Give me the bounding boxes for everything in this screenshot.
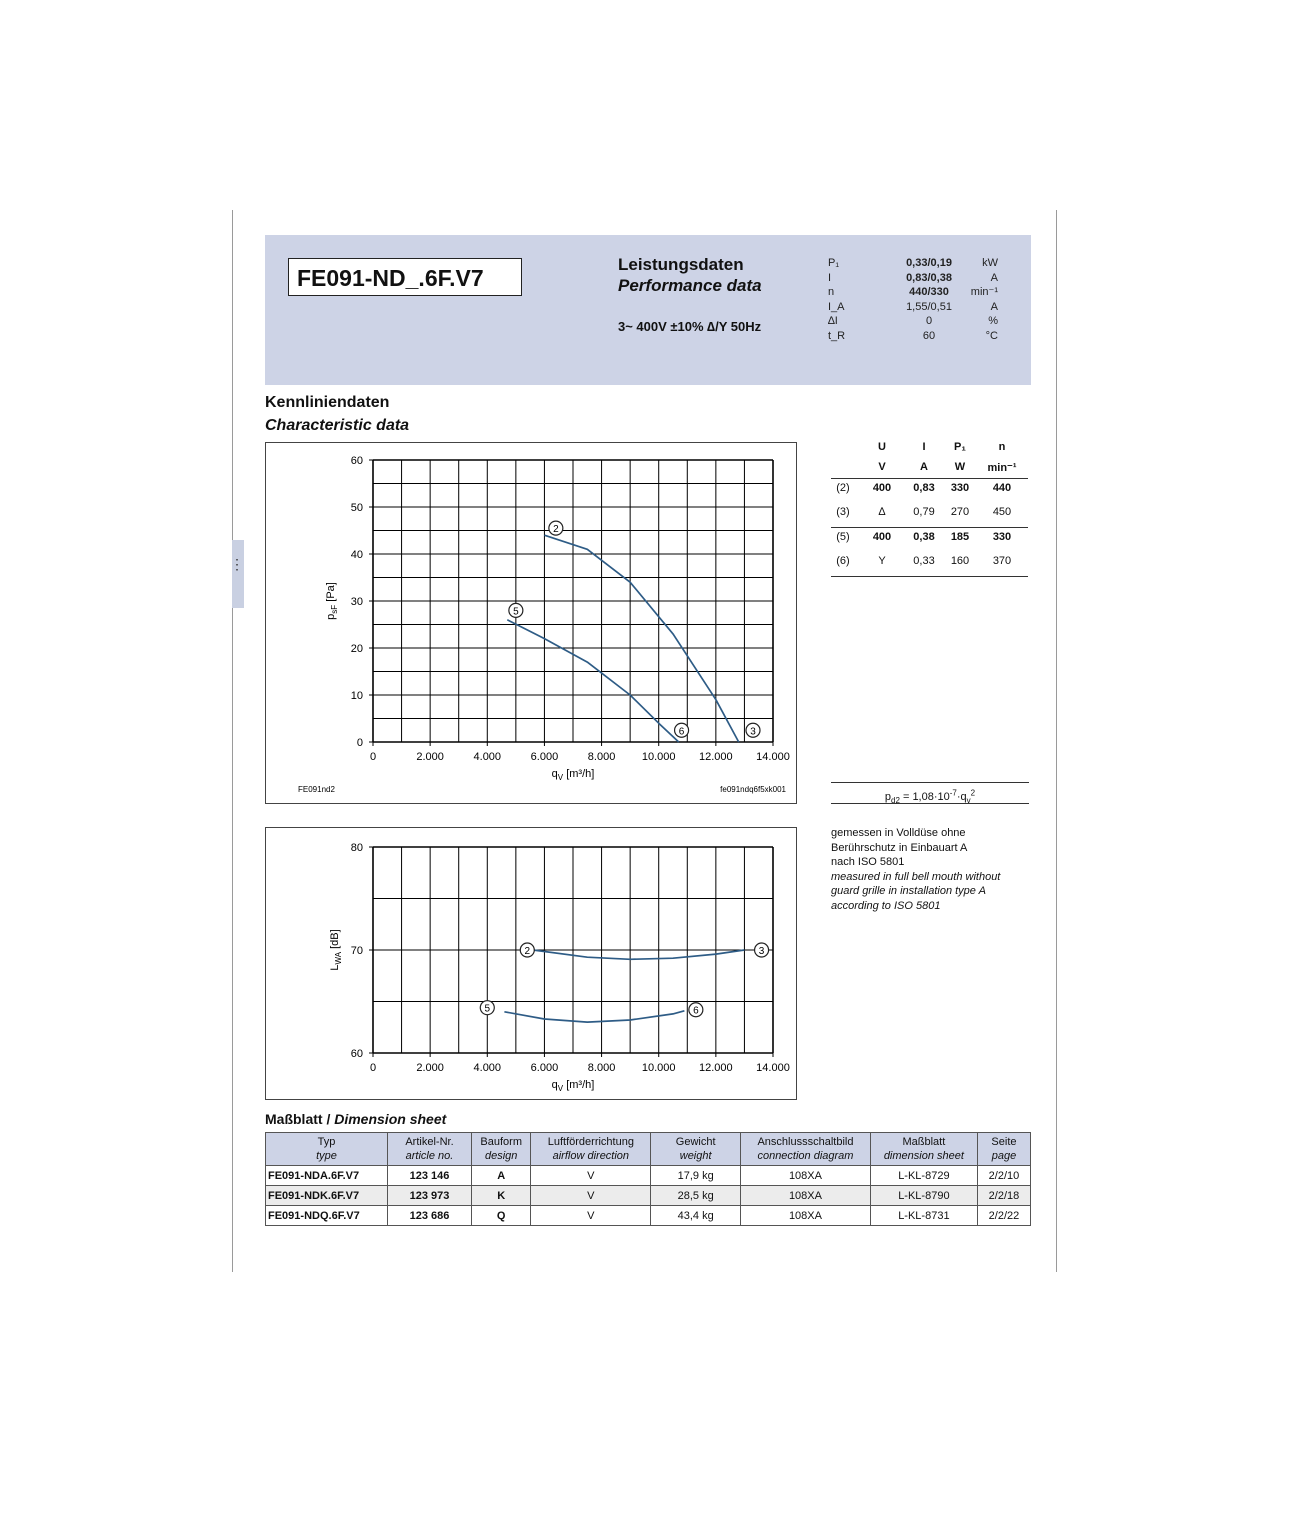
dimension-cell: L-KL-8731 [870,1206,977,1226]
char-table-row-cell: (6) [836,555,850,567]
x-tick-label: 14.000 [756,751,790,763]
char-table-units-cell: V [878,461,886,473]
char-table-row-cell: 270 [950,506,970,518]
x-tick-label: 2.000 [416,1062,444,1074]
dimension-cell: FE091-NDQ.6F.V7 [266,1206,388,1226]
header-en: type [316,1150,337,1162]
note-en-2: guard grille in installation type A [831,885,986,897]
x-tick-label: 6.000 [530,1062,559,1074]
spec-unit: A [990,271,998,284]
sound-chart-frame [265,827,797,1100]
x-axis-label: $q_V$ [m³/h] [551,1079,595,1093]
dimension-cell: 108XA [741,1166,871,1186]
point-marker-label: 3 [758,946,765,957]
x-tick-label: 2.000 [416,751,444,763]
spec-unit: % [988,315,998,327]
spec-list [828,256,1008,343]
x-tick-label: 10.000 [641,751,676,763]
x-tick-label: 4.000 [473,751,502,763]
formula-text: $p_{d2} = 1,08\cdot 10^{-7}\cdot q_v^2$ [884,788,976,805]
char-table-row-cell: 400 [872,482,892,494]
dimension-cell: 2/2/18 [977,1186,1030,1206]
dimension-cell: 2/2/22 [977,1206,1030,1226]
header-en: connection diagram [757,1150,854,1162]
chart-id-right: fe091ndq6f5xk001 [720,785,786,794]
note-en-3: according to ISO 5801 [831,899,941,912]
pressure-chart [266,443,796,803]
dimension-cell: 28,5 kg [651,1186,741,1206]
x-tick-label: 14.000 [756,1062,790,1074]
dimension-header-cell [977,1133,1030,1166]
y-axis-label: $L_{WA}$ [dB] [329,929,343,971]
char-table-header-cell: P₁ [954,441,966,453]
spec-symbol: n [828,286,835,298]
spec-row [828,271,1008,286]
dimension-cell: L-KL-8729 [870,1166,977,1186]
char-table-row-cell: 440 [992,482,1012,494]
char-table-row-cell: 0,79 [913,506,935,518]
dimension-cell: V [531,1206,651,1226]
performance-header [265,235,1031,385]
pressure-chart-frame [265,442,797,804]
x-tick-label: 8.000 [587,751,616,763]
dimension-cell: V [531,1166,651,1186]
point-marker-label: 2 [524,946,531,957]
char-table-row [831,479,1028,503]
char-table-row-cell: 450 [992,506,1012,518]
series-line [544,535,738,742]
dimension-header-cell [471,1133,531,1166]
note-en-1: measured in full bell mouth without [831,870,1001,883]
spec-value: 440/330 [909,286,949,298]
header-de: Seite [991,1136,1017,1148]
char-table-row [831,552,1028,577]
spec-symbol: P₁ [828,257,840,269]
dimension-cell: L-KL-8790 [870,1186,977,1206]
supply-voltage: 3~ 400V ±10% ∆/Y 50Hz [618,319,762,334]
header-en: weight [679,1150,712,1162]
point-marker-label: 6 [693,1005,699,1017]
spec-value: 60 [922,329,936,342]
char-table-row-cell: (5) [836,531,850,543]
y-tick-label: 0 [356,737,363,749]
dimension-title [265,1111,446,1127]
dimension-cell: 43,4 kg [651,1206,741,1226]
side-scroll-tab[interactable] [232,540,244,608]
char-table-row-cell: 370 [992,555,1012,567]
x-tick-label: 12.000 [699,1062,733,1074]
dimension-cell: 108XA [741,1186,871,1206]
spec-symbol: I [828,271,832,284]
series-line [533,950,744,959]
header-de: Artikel-Nr. [405,1136,454,1148]
header-de: Anschlussschaltbild [757,1136,854,1148]
char-table-header-cell: I [922,441,926,453]
char-table-units-cell: W [954,461,966,473]
dimension-cell: FE091-NDK.6F.V7 [266,1186,388,1206]
spec-symbol: I_A [828,300,845,313]
model-title: FE091-ND_.6F.V7 [288,258,522,296]
y-tick-label: 20 [350,643,363,655]
y-tick-label: 60 [350,1048,363,1060]
header-de: Typ [317,1136,336,1148]
measurement-note [831,826,1031,913]
char-table-row-cell: 0,38 [913,531,935,543]
page-left-border [232,210,233,1272]
char-table-row-cell: 0,33 [913,555,935,567]
point-marker-label: 3 [750,726,756,738]
header-de: Bauform [480,1136,522,1148]
dimension-cell: 108XA [741,1206,871,1226]
spec-value: 0,83/0,38 [906,271,952,284]
dimension-cell: K [471,1186,531,1206]
char-table-row [831,503,1028,528]
x-tick-label: 8.000 [587,1062,616,1074]
sound-chart [266,828,796,1099]
dimension-row [266,1166,1031,1186]
performance-title-de: Leistungsdaten [618,255,744,274]
note-de-3: nach ISO 5801 [831,856,905,868]
characteristic-title-en: Characteristic data [265,417,410,434]
char-table-units-cell: A [920,461,928,473]
x-tick-label: 0 [369,751,377,763]
chart-id-left: FE091nd2 [298,785,335,794]
char-table-units-cell: min⁻¹ [987,462,1017,474]
dimension-header-cell [741,1133,871,1166]
dimension-header-cell [870,1133,977,1166]
spec-row [828,314,1008,329]
char-table-row-cell: 330 [950,482,970,494]
spec-unit: min⁻¹ [970,286,998,298]
point-marker-label: 5 [484,1003,491,1015]
y-tick-label: 70 [350,945,363,957]
spec-row [828,329,1008,344]
spec-unit: A [990,300,998,313]
x-axis-label: $q_V$ [m³/h] [551,768,595,782]
drag-handle-icon[interactable]: ⋮ [230,556,244,572]
x-tick-label: 4.000 [473,1062,502,1074]
spec-row [828,285,1008,300]
spec-row [828,256,1008,271]
dimension-cell: 123 146 [388,1166,472,1186]
dimension-cell: 123 686 [388,1206,472,1226]
dimension-title-en: Dimension sheet [334,1111,447,1127]
char-table-row-cell: (3) [836,506,850,518]
point-marker-label: 6 [678,726,685,738]
char-table-row-cell: 400 [872,531,892,543]
char-table-units [831,458,1028,479]
dimension-cell: 2/2/10 [977,1166,1030,1186]
header-de: Maßblatt [902,1136,946,1148]
char-table-row-cell: Y [878,555,886,567]
dimension-cell: A [471,1166,531,1186]
char-table-row-cell: 185 [950,531,970,543]
char-table-row-cell: 330 [992,531,1012,543]
point-marker-label: 2 [553,524,559,536]
header-en: page [991,1150,1017,1162]
dimension-row [266,1186,1031,1206]
spec-value: 0,33/0,19 [906,257,952,269]
header-en: design [485,1150,518,1162]
y-tick-label: 30 [350,596,363,608]
header-en: dimension sheet [883,1150,964,1162]
dimension-cell: Q [471,1206,531,1226]
x-tick-label: 10.000 [641,1062,676,1074]
y-axis-label: $p_{sF}$ [Pa] [325,582,339,620]
dimension-cell: FE091-NDA.6F.V7 [266,1166,388,1186]
dimension-header-cell [531,1133,651,1166]
char-table-row-cell: ∆ [878,506,886,518]
spec-symbol: t_R [828,329,846,342]
char-table-header-cell: U [878,441,886,453]
x-tick-label: 0 [369,1062,377,1074]
dimension-header-cell [266,1133,388,1166]
spec-value: 1,55/0,51 [906,300,952,313]
spec-unit: °C [985,329,998,342]
series-line [504,1011,684,1022]
y-tick-label: 10 [350,690,363,702]
dimension-row [266,1206,1031,1226]
char-table-row-cell: (2) [836,482,850,494]
performance-title-en: Performance data [618,276,762,295]
series-line [507,620,678,742]
char-table-header-cell: n [998,441,1006,453]
x-tick-label: 6.000 [530,751,559,763]
y-tick-label: 40 [350,549,363,561]
point-marker-label: 5 [513,606,519,618]
header-en: airflow direction [552,1150,630,1162]
spec-row [828,300,1008,315]
dimension-cell: 17,9 kg [651,1166,741,1186]
characteristic-table [831,438,1028,577]
formula [831,782,1029,804]
note-de-1: gemessen in Volldüse ohne [831,827,966,839]
dimension-table [265,1132,1031,1226]
dimension-header-cell [388,1133,472,1166]
char-table-row [831,528,1028,552]
char-table-row-cell: 0,83 [913,482,935,494]
dimension-cell: 123 973 [388,1186,472,1206]
header-de: Luftförderrichtung [547,1136,634,1148]
header-en: article no. [405,1150,454,1162]
dimension-title-de: Maßblatt / [265,1111,335,1127]
y-tick-label: 50 [350,502,363,514]
spec-symbol: ∆I [828,315,838,327]
y-tick-label: 80 [350,842,363,854]
spec-value: 0 [925,315,933,327]
spec-unit: kW [982,257,998,269]
note-de-2: Berührschutz in Einbauart A [831,841,968,854]
x-tick-label: 12.000 [699,751,733,763]
characteristic-title-de: Kennliniendaten [265,394,390,411]
dimension-cell: V [531,1186,651,1206]
char-table-row-cell: 160 [950,555,970,567]
dimension-header-row [266,1133,1031,1166]
page-right-border [1056,210,1057,1272]
y-tick-label: 60 [350,455,363,467]
dimension-header-cell [651,1133,741,1166]
char-table-header [831,438,1028,458]
header-de: Gewicht [675,1136,716,1148]
